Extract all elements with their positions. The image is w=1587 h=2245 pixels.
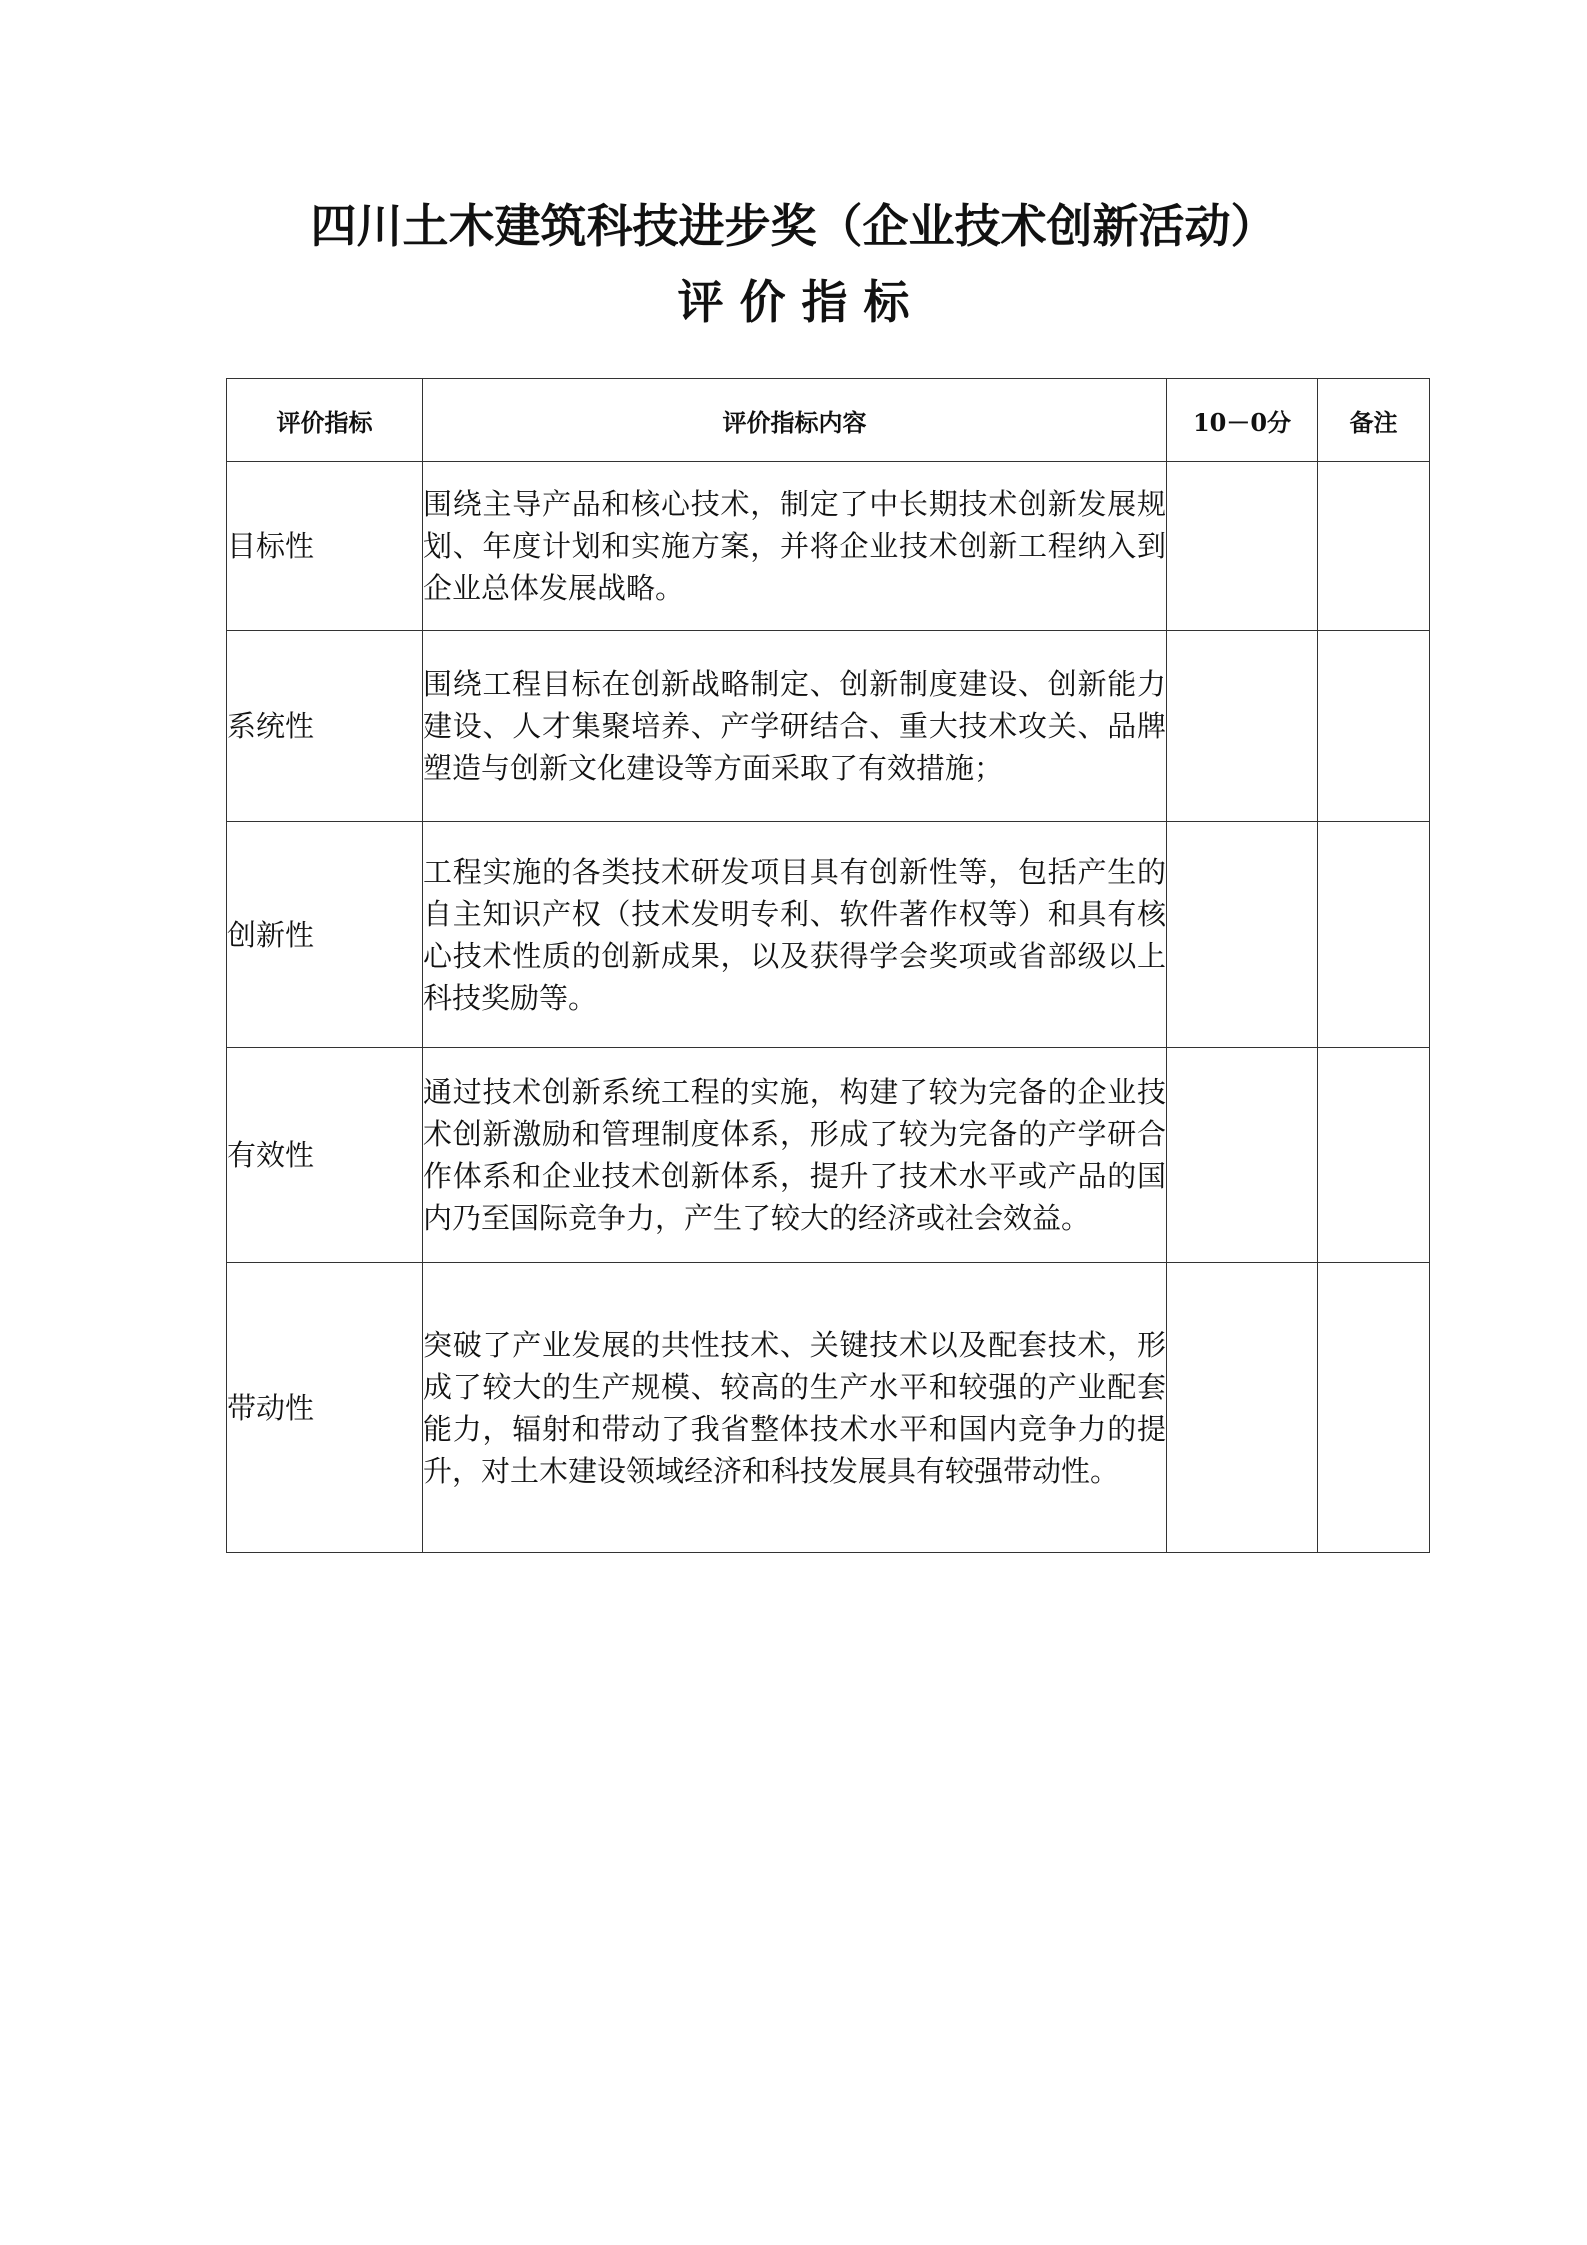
row-remark-cell[interactable]	[1318, 1048, 1430, 1263]
evaluation-table	[226, 378, 1430, 1553]
row-indicator: 目标性	[227, 462, 423, 631]
header-indicator: 评价指标	[227, 379, 423, 462]
row-score-cell[interactable]	[1167, 462, 1318, 631]
table-header-row	[227, 379, 1430, 462]
row-remark-cell[interactable]	[1318, 822, 1430, 1048]
table-row	[227, 462, 1430, 631]
row-score-cell[interactable]	[1167, 1263, 1318, 1553]
table-row	[227, 1263, 1430, 1553]
row-indicator: 创新性	[227, 822, 423, 1048]
document-subtitle: 评 价 指 标	[677, 275, 910, 329]
row-content: 围绕主导产品和核心技术，制定了中长期技术创新发展规划、年度计划和实施方案，并将企业技术创新工程纳入到企业总体发展战略。	[423, 462, 1167, 631]
row-content: 通过技术创新系统工程的实施，构建了较为完备的企业技术创新激励和管理制度体系，形成了较为完备的产学研合作体系和企业技术创新体系，提升了技术水平或产品的国内乃至国际竞争力，产生了较大的经济或社会效益。	[423, 1048, 1167, 1263]
row-content: 工程实施的各类技术研发项目具有创新性等，包括产生的自主知识产权（技术发明专利、软件著作权等）和具有核心技术性质的创新成果，以及获得学会奖项或省部级以上科技奖励等。	[423, 822, 1167, 1048]
row-remark-cell[interactable]	[1318, 462, 1430, 631]
row-content: 围绕工程目标在创新战略制定、创新制度建设、创新能力建设、人才集聚培养、产学研结合、重大技术攻关、品牌塑造与创新文化建设等方面采取了有效措施；	[423, 631, 1167, 822]
table-row	[227, 1048, 1430, 1263]
row-remark-cell[interactable]	[1318, 631, 1430, 822]
row-score-cell[interactable]	[1167, 822, 1318, 1048]
row-score-cell[interactable]	[1167, 631, 1318, 822]
table-row	[227, 822, 1430, 1048]
row-indicator: 有效性	[227, 1048, 423, 1263]
header-content: 评价指标内容	[423, 379, 1167, 462]
row-remark-cell[interactable]	[1318, 1263, 1430, 1553]
header-score: 10－0分	[1167, 379, 1318, 462]
table-row	[227, 631, 1430, 822]
row-indicator: 系统性	[227, 631, 423, 822]
header-remark: 备注	[1318, 379, 1430, 462]
row-score-cell[interactable]	[1167, 1048, 1318, 1263]
document-title: 四川土木建筑科技进步奖（企业技术创新活动）	[310, 199, 1277, 253]
row-content: 突破了产业发展的共性技术、关键技术以及配套技术，形成了较大的生产规模、较高的生产水平和较强的产业配套能力，辐射和带动了我省整体技术水平和国内竞争力的提升，对土木建设领域经济和科技发展具有较强带动性。	[423, 1263, 1167, 1553]
row-indicator: 带动性	[227, 1263, 423, 1553]
